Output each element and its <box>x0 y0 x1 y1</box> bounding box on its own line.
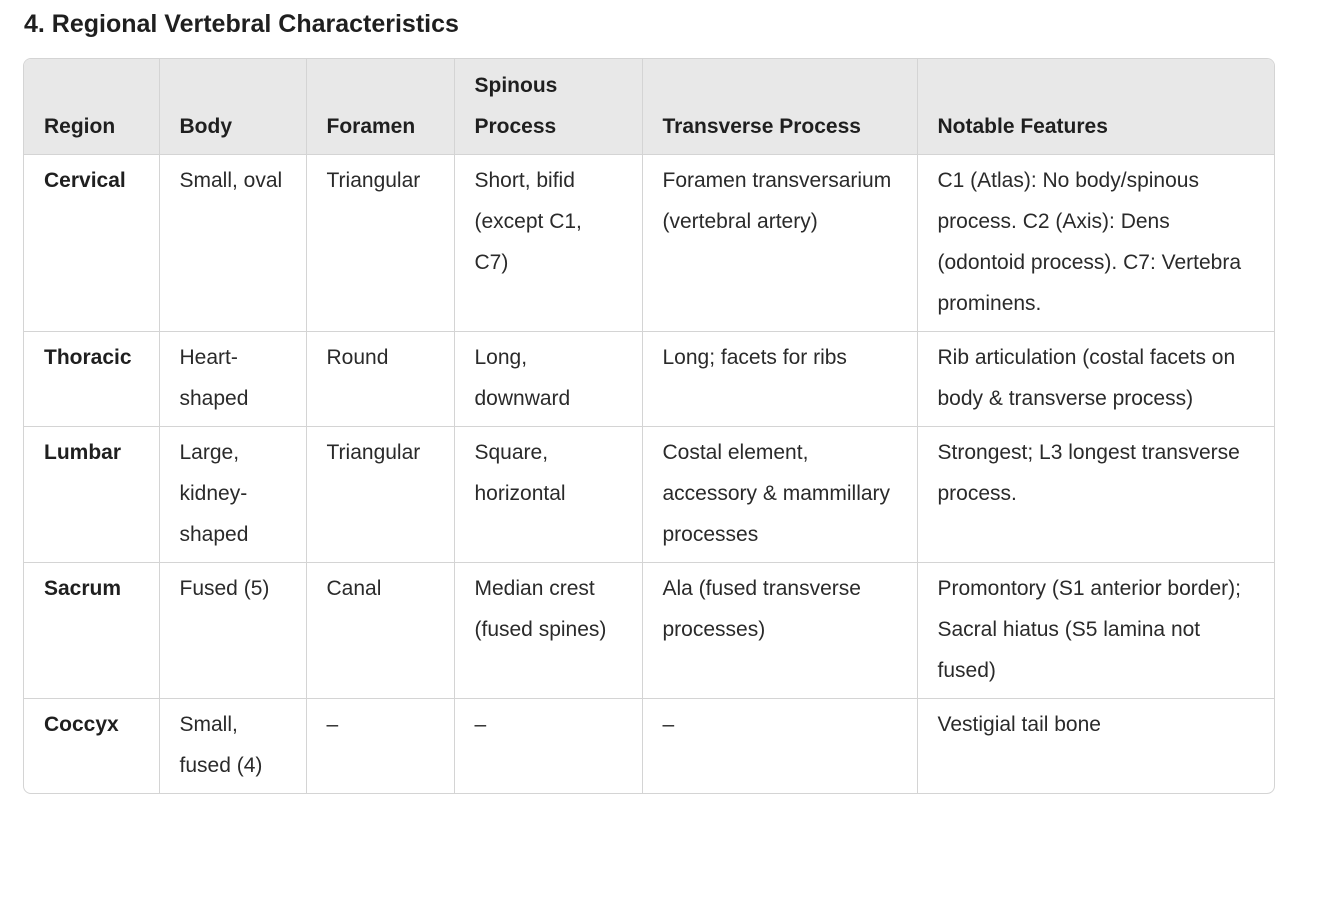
cell-region: Thoracic <box>24 332 159 427</box>
cell-region: Coccyx <box>24 699 159 794</box>
cell-spinous-process: Long, downward <box>454 332 642 427</box>
column-header-spinous-process: Spinous Process <box>454 59 642 155</box>
cell-notable-features: Promontory (S1 anterior border); Sacral hiatus (S5 lamina not fused) <box>917 563 1274 699</box>
vertebral-characteristics-table <box>24 59 1274 793</box>
cell-region: Sacrum <box>24 563 159 699</box>
cell-notable-features: Rib articulation (costal facets on body & transverse process) <box>917 332 1274 427</box>
column-header-transverse-process: Transverse Process <box>642 59 917 155</box>
column-header-region: Region <box>24 59 159 155</box>
cell-notable-features: Strongest; L3 longest transverse process. <box>917 427 1274 563</box>
column-header-notable-features: Notable Features <box>917 59 1274 155</box>
table-row <box>24 563 1274 699</box>
table-header-row <box>24 59 1274 155</box>
cell-region: Lumbar <box>24 427 159 563</box>
cell-body: Small, oval <box>159 155 306 332</box>
column-header-body: Body <box>159 59 306 155</box>
table-row <box>24 427 1274 563</box>
cell-foramen: – <box>306 699 454 794</box>
cell-body: Heart-shaped <box>159 332 306 427</box>
cell-spinous-process: Median crest (fused spines) <box>454 563 642 699</box>
cell-region: Cervical <box>24 155 159 332</box>
cell-notable-features: C1 (Atlas): No body/spinous process. C2 (Axis): Dens (odontoid process). C7: Vertebra prominens. <box>917 155 1274 332</box>
cell-body: Large, kidney-shaped <box>159 427 306 563</box>
cell-body: Fused (5) <box>159 563 306 699</box>
cell-transverse-process: Ala (fused transverse processes) <box>642 563 917 699</box>
cell-spinous-process: – <box>454 699 642 794</box>
cell-foramen: Round <box>306 332 454 427</box>
cell-foramen: Triangular <box>306 155 454 332</box>
cell-foramen: Triangular <box>306 427 454 563</box>
cell-body: Small, fused (4) <box>159 699 306 794</box>
cell-notable-features: Vestigial tail bone <box>937 713 1101 736</box>
section-heading: 4. Regional Vertebral Characteristics <box>24 10 459 38</box>
table-row <box>24 155 1274 332</box>
vertebral-table-container <box>23 58 1275 794</box>
table-row <box>24 332 1274 427</box>
cell-transverse-process: Long; facets for ribs <box>642 332 917 427</box>
cell-spinous-process: Short, bifid (except C1, C7) <box>454 155 642 332</box>
cell-foramen: Canal <box>306 563 454 699</box>
cell-transverse-process: Foramen transversarium (vertebral artery) <box>642 155 917 332</box>
cell-transverse-process: – <box>642 699 917 794</box>
cell-transverse-process: Costal element, accessory & mammillary processes <box>642 427 917 563</box>
column-header-foramen: Foramen <box>306 59 454 155</box>
table-row <box>24 699 1274 794</box>
cell-spinous-process: Square, horizontal <box>454 427 642 563</box>
